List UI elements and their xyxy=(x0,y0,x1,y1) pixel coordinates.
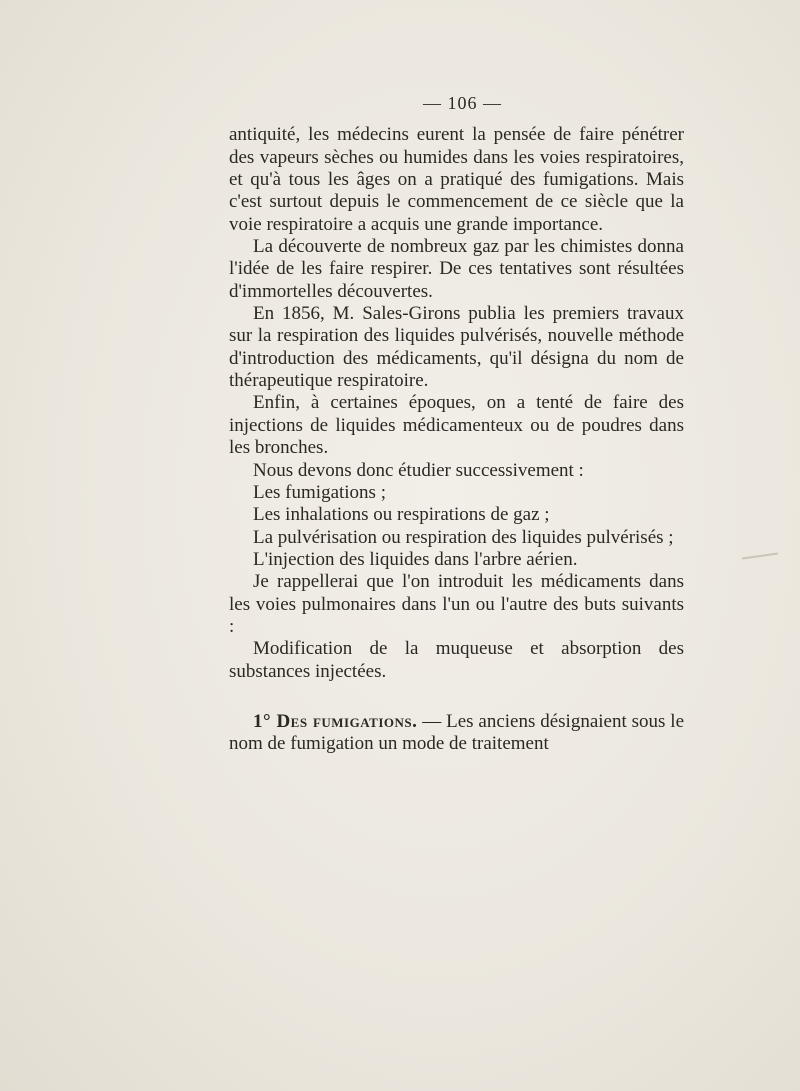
section-heading: 1° Des fumigations. xyxy=(253,710,418,732)
pencil-mark xyxy=(742,553,778,560)
paragraph-modification: Modification de la muqueuse et absorption des substances injectées. xyxy=(229,638,684,682)
list-item-pulverisation: La pulvérisation ou respiration des liquides pulvérisés ; xyxy=(253,526,674,548)
paragraph-antiquity: antiquité, les médecins eurent la pensée de faire pénétrer des vapeurs sèches ou humides dans les voies respiratoires, et qu'à tous les âges on a pratiqué des fumigations. Mais c'est surtout depuis le commencement de ce siècle que la voie respiratoire a acquis une grande importance. xyxy=(229,124,684,235)
paragraph-purposes: Je rappellerai que l'on introduit les médicaments dans les voies pulmonaires dans l'un ou l'autre des buts suivants : xyxy=(229,571,684,637)
section-gap xyxy=(229,683,684,711)
paragraph-sales-girons: En 1856, M. Sales-Girons publia les premiers travaux sur la respiration des liquides pulvérisés, nouvelle méthode d'introduction des médicaments, qu'il désigna du nom de thérapeutique respiratoire. xyxy=(229,303,684,392)
section-fumigations xyxy=(229,711,684,756)
page-number: — 106 — xyxy=(423,93,502,113)
section-text: — Les anciens désignaient sous le nom de fumigation un mode de traitement xyxy=(229,710,684,755)
list-item-inhalations: Les inhalations ou respirations de gaz ; xyxy=(253,504,550,526)
list-item-fumigations: Les fumigations ; xyxy=(253,481,386,503)
paragraph-injections: Enfin, à certaines époques, on a tenté de faire des injections de liquides médicamenteux ou de poudres dans les bronches. xyxy=(229,392,684,459)
list-item-injection: L'injection des liquides dans l'arbre aérien. xyxy=(253,548,578,570)
paragraph-study-list-intro: Nous devons donc étudier successivement : xyxy=(253,459,584,481)
paragraph-gas-discovery: La découverte de nombreux gaz par les chimistes donna l'idée de les faire respirer. De ces tentatives sont résultées d'immortelles découvertes. xyxy=(229,236,684,302)
page-text xyxy=(229,92,684,756)
